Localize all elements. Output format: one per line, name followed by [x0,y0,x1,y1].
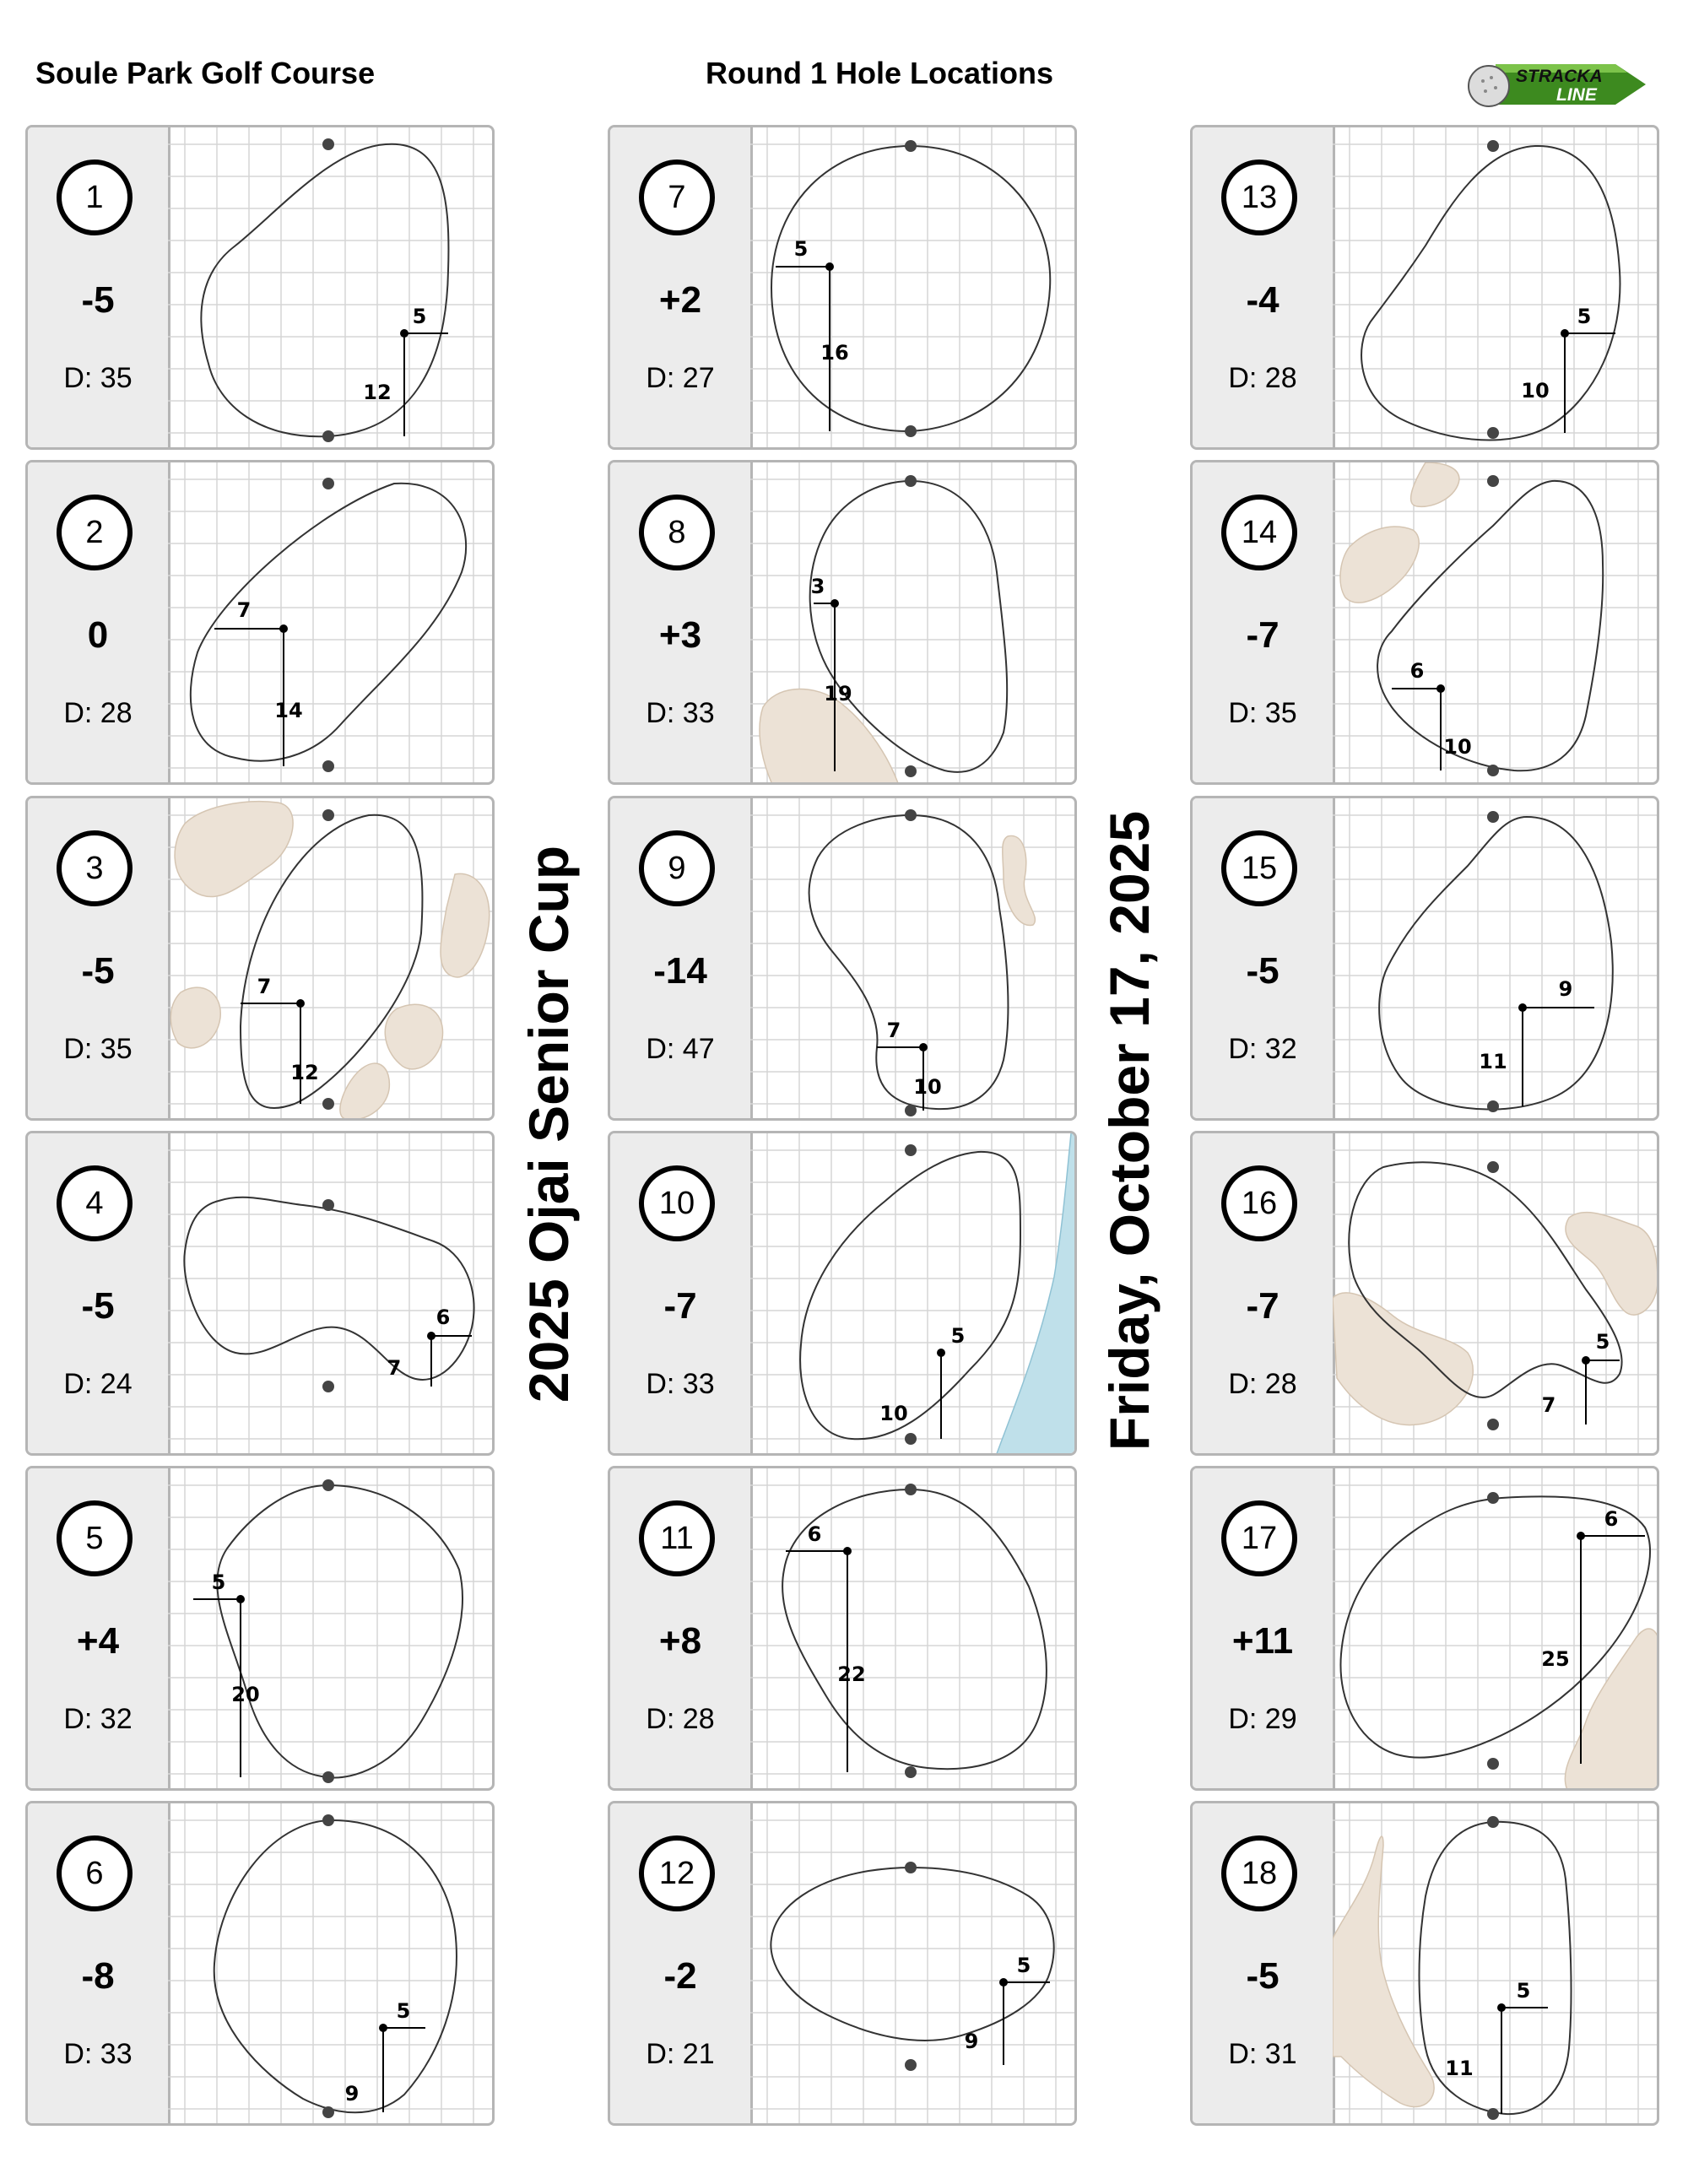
up-distance: 10 [1521,379,1550,403]
hole-score: -5 [81,279,115,321]
hole-number: 9 [639,830,715,906]
hole-score: -5 [1246,950,1280,992]
pin-location [400,329,408,338]
green-outline [800,1152,1020,1439]
front-marker [905,425,917,437]
green-depth: D: 21 [646,2038,715,2070]
grid-lines [168,1803,492,2126]
back-marker [1487,811,1499,823]
green-diagram [750,798,1074,1121]
green-outline [809,815,1009,1109]
hole-card [608,796,1077,1121]
pin-location [296,999,305,1008]
up-distance: 12 [290,1061,319,1084]
bunker [170,987,220,1048]
pin-location [1561,329,1569,338]
pin-location [1518,1003,1527,1012]
back-marker [905,475,917,487]
hole-number: 4 [57,1165,133,1241]
pin-location [1497,2003,1506,2012]
hole-card [1190,1131,1659,1456]
hole-score: -5 [81,950,115,992]
hole-card [25,460,495,785]
hole-info-panel [1193,1803,1335,2123]
across-distance: 5 [1516,1979,1531,2003]
logo-text-bottom: LINE [1556,85,1597,105]
across-distance: 5 [1016,1954,1031,1977]
hole-score: +3 [658,614,702,656]
green-diagram [168,462,492,785]
green-depth: D: 24 [63,1368,133,1400]
hole-card [608,1466,1077,1791]
hole-number: 16 [1221,1165,1297,1241]
front-marker [905,2059,917,2071]
green-diagram [168,127,492,450]
hole-info-panel [28,1133,170,1453]
hole-number: 12 [639,1835,715,1911]
front-marker [1487,765,1499,776]
green-depth: D: 35 [63,1033,133,1065]
hole-number: 17 [1221,1500,1297,1576]
hole-info-panel [610,462,753,782]
green-outline [1377,481,1603,770]
hole-number: 10 [639,1165,715,1241]
green-outline [214,1820,457,2112]
hole-card [25,1801,495,2126]
back-marker [1487,1816,1499,1828]
hole-info-panel [610,127,753,447]
round-title: Round 1 Hole Locations [706,56,1054,90]
green-diagram [750,462,1074,785]
green-depth: D: 35 [1228,697,1297,729]
grid-lines [1333,127,1657,450]
green-diagram [1333,127,1657,450]
green-diagram [750,127,1074,450]
green-diagram [168,1803,492,2126]
hole-info-panel [28,1468,170,1788]
across-distance: 9 [1558,977,1573,1001]
front-marker [905,1766,917,1778]
hole-score: -7 [663,1285,697,1327]
pin-location [1436,684,1445,693]
hole-info-panel [1193,798,1335,1118]
across-distance: 7 [257,975,272,998]
bunker [385,1004,442,1069]
across-distance: 5 [396,1999,411,2023]
up-distance: 25 [1541,1647,1570,1671]
green-diagram [1333,1468,1657,1791]
grid-lines [750,798,1074,1121]
across-distance: 5 [1595,1330,1610,1354]
front-marker [322,1098,334,1110]
green-diagram [168,1133,492,1456]
grid-lines [168,462,492,785]
hole-card [608,460,1077,785]
hole-number: 14 [1221,495,1297,570]
grid-lines [168,1133,492,1456]
hole-info-panel [610,1803,753,2123]
hole-card [25,1466,495,1791]
hole-number: 15 [1221,830,1297,906]
green-diagram [750,1468,1074,1791]
front-marker [1487,1100,1499,1112]
green-depth: D: 27 [646,362,715,394]
hole-score: +4 [76,1620,120,1662]
hole-card [1190,1801,1659,2126]
hole-info-panel [1193,127,1335,447]
front-marker [322,1381,334,1392]
up-distance: 11 [1445,2057,1474,2080]
hole-score: -4 [1246,279,1280,321]
up-distance: 10 [1443,735,1472,759]
across-distance: 3 [810,575,825,598]
back-marker [1487,1492,1499,1504]
hole-card [1190,460,1659,785]
up-distance: 20 [231,1683,260,1706]
across-distance: 6 [1409,659,1425,683]
hole-info-panel [28,798,170,1118]
back-marker [1487,1161,1499,1173]
pin-location [919,1043,928,1051]
up-distance: 10 [879,1402,908,1425]
green-diagram [750,1803,1074,2126]
pin-location [1582,1356,1590,1365]
green-diagram [1333,1803,1657,2126]
green-depth: D: 31 [1228,2038,1297,2070]
green-depth: D: 32 [63,1703,133,1735]
hole-score: -5 [81,1285,115,1327]
up-distance: 14 [274,699,303,722]
front-marker [1487,1758,1499,1770]
hole-info-panel [1193,1133,1335,1453]
pin-location [825,262,834,271]
across-distance: 5 [950,1324,966,1348]
hole-info-panel [610,1468,753,1788]
back-marker [1487,140,1499,152]
across-distance: 7 [886,1019,901,1042]
green-depth: D: 28 [646,1703,715,1735]
back-marker [322,1814,334,1826]
hole-number: 8 [639,495,715,570]
grid-lines [750,1468,1074,1791]
up-distance: 12 [363,381,392,404]
up-distance: 11 [1479,1050,1507,1073]
pin-location [379,2024,387,2032]
grid-lines [1333,462,1657,785]
hole-card [1190,1466,1659,1791]
back-marker [1487,475,1499,487]
logo-text-top: STRACKA [1516,67,1603,86]
pin-location [830,599,839,608]
front-marker [905,1433,917,1445]
front-marker [322,2106,334,2118]
green-outline [771,1868,1053,2041]
back-marker [322,1199,334,1211]
hole-card [608,1131,1077,1456]
green-depth: D: 35 [63,362,133,394]
up-distance: 19 [824,682,852,705]
hole-card [25,1131,495,1456]
front-marker [905,1105,917,1116]
hole-number: 13 [1221,159,1297,235]
green-depth: D: 29 [1228,1703,1297,1735]
hole-number: 11 [639,1500,715,1576]
across-distance: 6 [1604,1507,1619,1531]
green-depth: D: 28 [1228,362,1297,394]
green-depth: D: 28 [1228,1368,1297,1400]
pin-location [843,1547,852,1555]
across-distance: 5 [211,1570,226,1594]
hole-score: +8 [658,1620,702,1662]
across-distance: 6 [436,1306,451,1329]
hole-number: 7 [639,159,715,235]
green-diagram [1333,1133,1657,1456]
up-distance: 10 [913,1075,942,1099]
grid-lines [168,127,492,450]
hole-score: +2 [658,279,702,321]
hole-card [1190,125,1659,450]
green-outline [1361,146,1620,441]
bunker [1340,527,1419,603]
green-depth: D: 33 [63,2038,133,2070]
across-distance: 5 [1577,305,1592,328]
bunker [1333,1293,1473,1425]
bunker [1566,1213,1657,1315]
front-marker [322,760,334,772]
front-marker [322,1771,334,1783]
green-outline [191,484,466,761]
stracka-line-logo [1462,54,1647,108]
bunker [1411,462,1459,506]
hole-score: -2 [663,1955,697,1997]
pin-location [937,1349,945,1357]
hole-number: 2 [57,495,133,570]
green-outline [782,1489,1047,1769]
front-marker [905,765,917,777]
green-depth: D: 32 [1228,1033,1297,1065]
hole-info-panel [28,1803,170,2123]
front-marker [1487,2108,1499,2120]
hole-card [1190,796,1659,1121]
hole-number: 3 [57,830,133,906]
green-outline [201,144,448,437]
hole-card [608,1801,1077,2126]
green-diagram [750,1133,1074,1456]
hole-info-panel [1193,462,1335,782]
pin-location [279,624,288,633]
back-marker [322,809,334,821]
hole-info-panel [1193,1468,1335,1788]
hole-info-panel [28,127,170,447]
event-title: 2025 Ojai Senior Cup [517,845,580,1403]
across-distance: 5 [793,237,809,261]
across-distance: 5 [412,305,427,328]
hole-score: -8 [81,1955,115,1997]
front-marker [1487,427,1499,439]
back-marker [905,1862,917,1873]
hole-score: +11 [1231,1620,1294,1662]
hole-number: 5 [57,1500,133,1576]
course-name: Soule Park Golf Course [35,56,376,90]
across-distance: 6 [807,1522,822,1546]
green-depth: D: 33 [646,1368,715,1400]
back-marker [905,140,917,152]
up-distance: 16 [820,341,849,365]
event-date: Friday, October 17, 2025 [1098,810,1160,1451]
back-marker [322,478,334,489]
hole-score: -14 [653,950,707,992]
up-distance: 7 [387,1356,402,1380]
green-depth: D: 47 [646,1033,715,1065]
back-marker [905,809,917,821]
green-depth: D: 28 [63,697,133,729]
green-diagram [1333,462,1657,785]
across-distance: 7 [236,598,252,622]
up-distance: 22 [837,1662,866,1686]
back-marker [322,138,334,150]
hole-score: -7 [1246,614,1280,656]
hole-number: 18 [1221,1835,1297,1911]
pin-location [1577,1532,1585,1540]
green-diagram [1333,798,1657,1121]
back-marker [322,1479,334,1491]
hole-card [25,796,495,1121]
front-marker [322,430,334,442]
hole-info-panel [28,462,170,782]
hole-score: 0 [87,614,109,656]
green-diagram [168,798,492,1121]
back-marker [905,1144,917,1156]
front-marker [1487,1419,1499,1430]
green-diagram [168,1468,492,1791]
pin-location [427,1332,436,1340]
hole-number: 1 [57,159,133,235]
grid-lines [168,1468,492,1791]
hole-number: 6 [57,1835,133,1911]
up-distance: 9 [344,2082,360,2106]
hole-info-panel [610,1133,753,1453]
pin-location [236,1595,245,1603]
up-distance: 7 [1541,1393,1556,1417]
hole-info-panel [610,798,753,1118]
grid-lines [750,127,1074,450]
back-marker [905,1484,917,1495]
hole-score: -5 [1246,1955,1280,1997]
green-outline [771,146,1050,431]
hole-card [25,125,495,450]
pin-location [999,1978,1008,1987]
green-outline [217,1485,463,1777]
up-distance: 9 [964,2030,979,2053]
green-depth: D: 33 [646,697,715,729]
bunker [441,873,490,977]
hole-score: -7 [1246,1285,1280,1327]
hole-card [608,125,1077,450]
green-outline [1420,1822,1572,2114]
